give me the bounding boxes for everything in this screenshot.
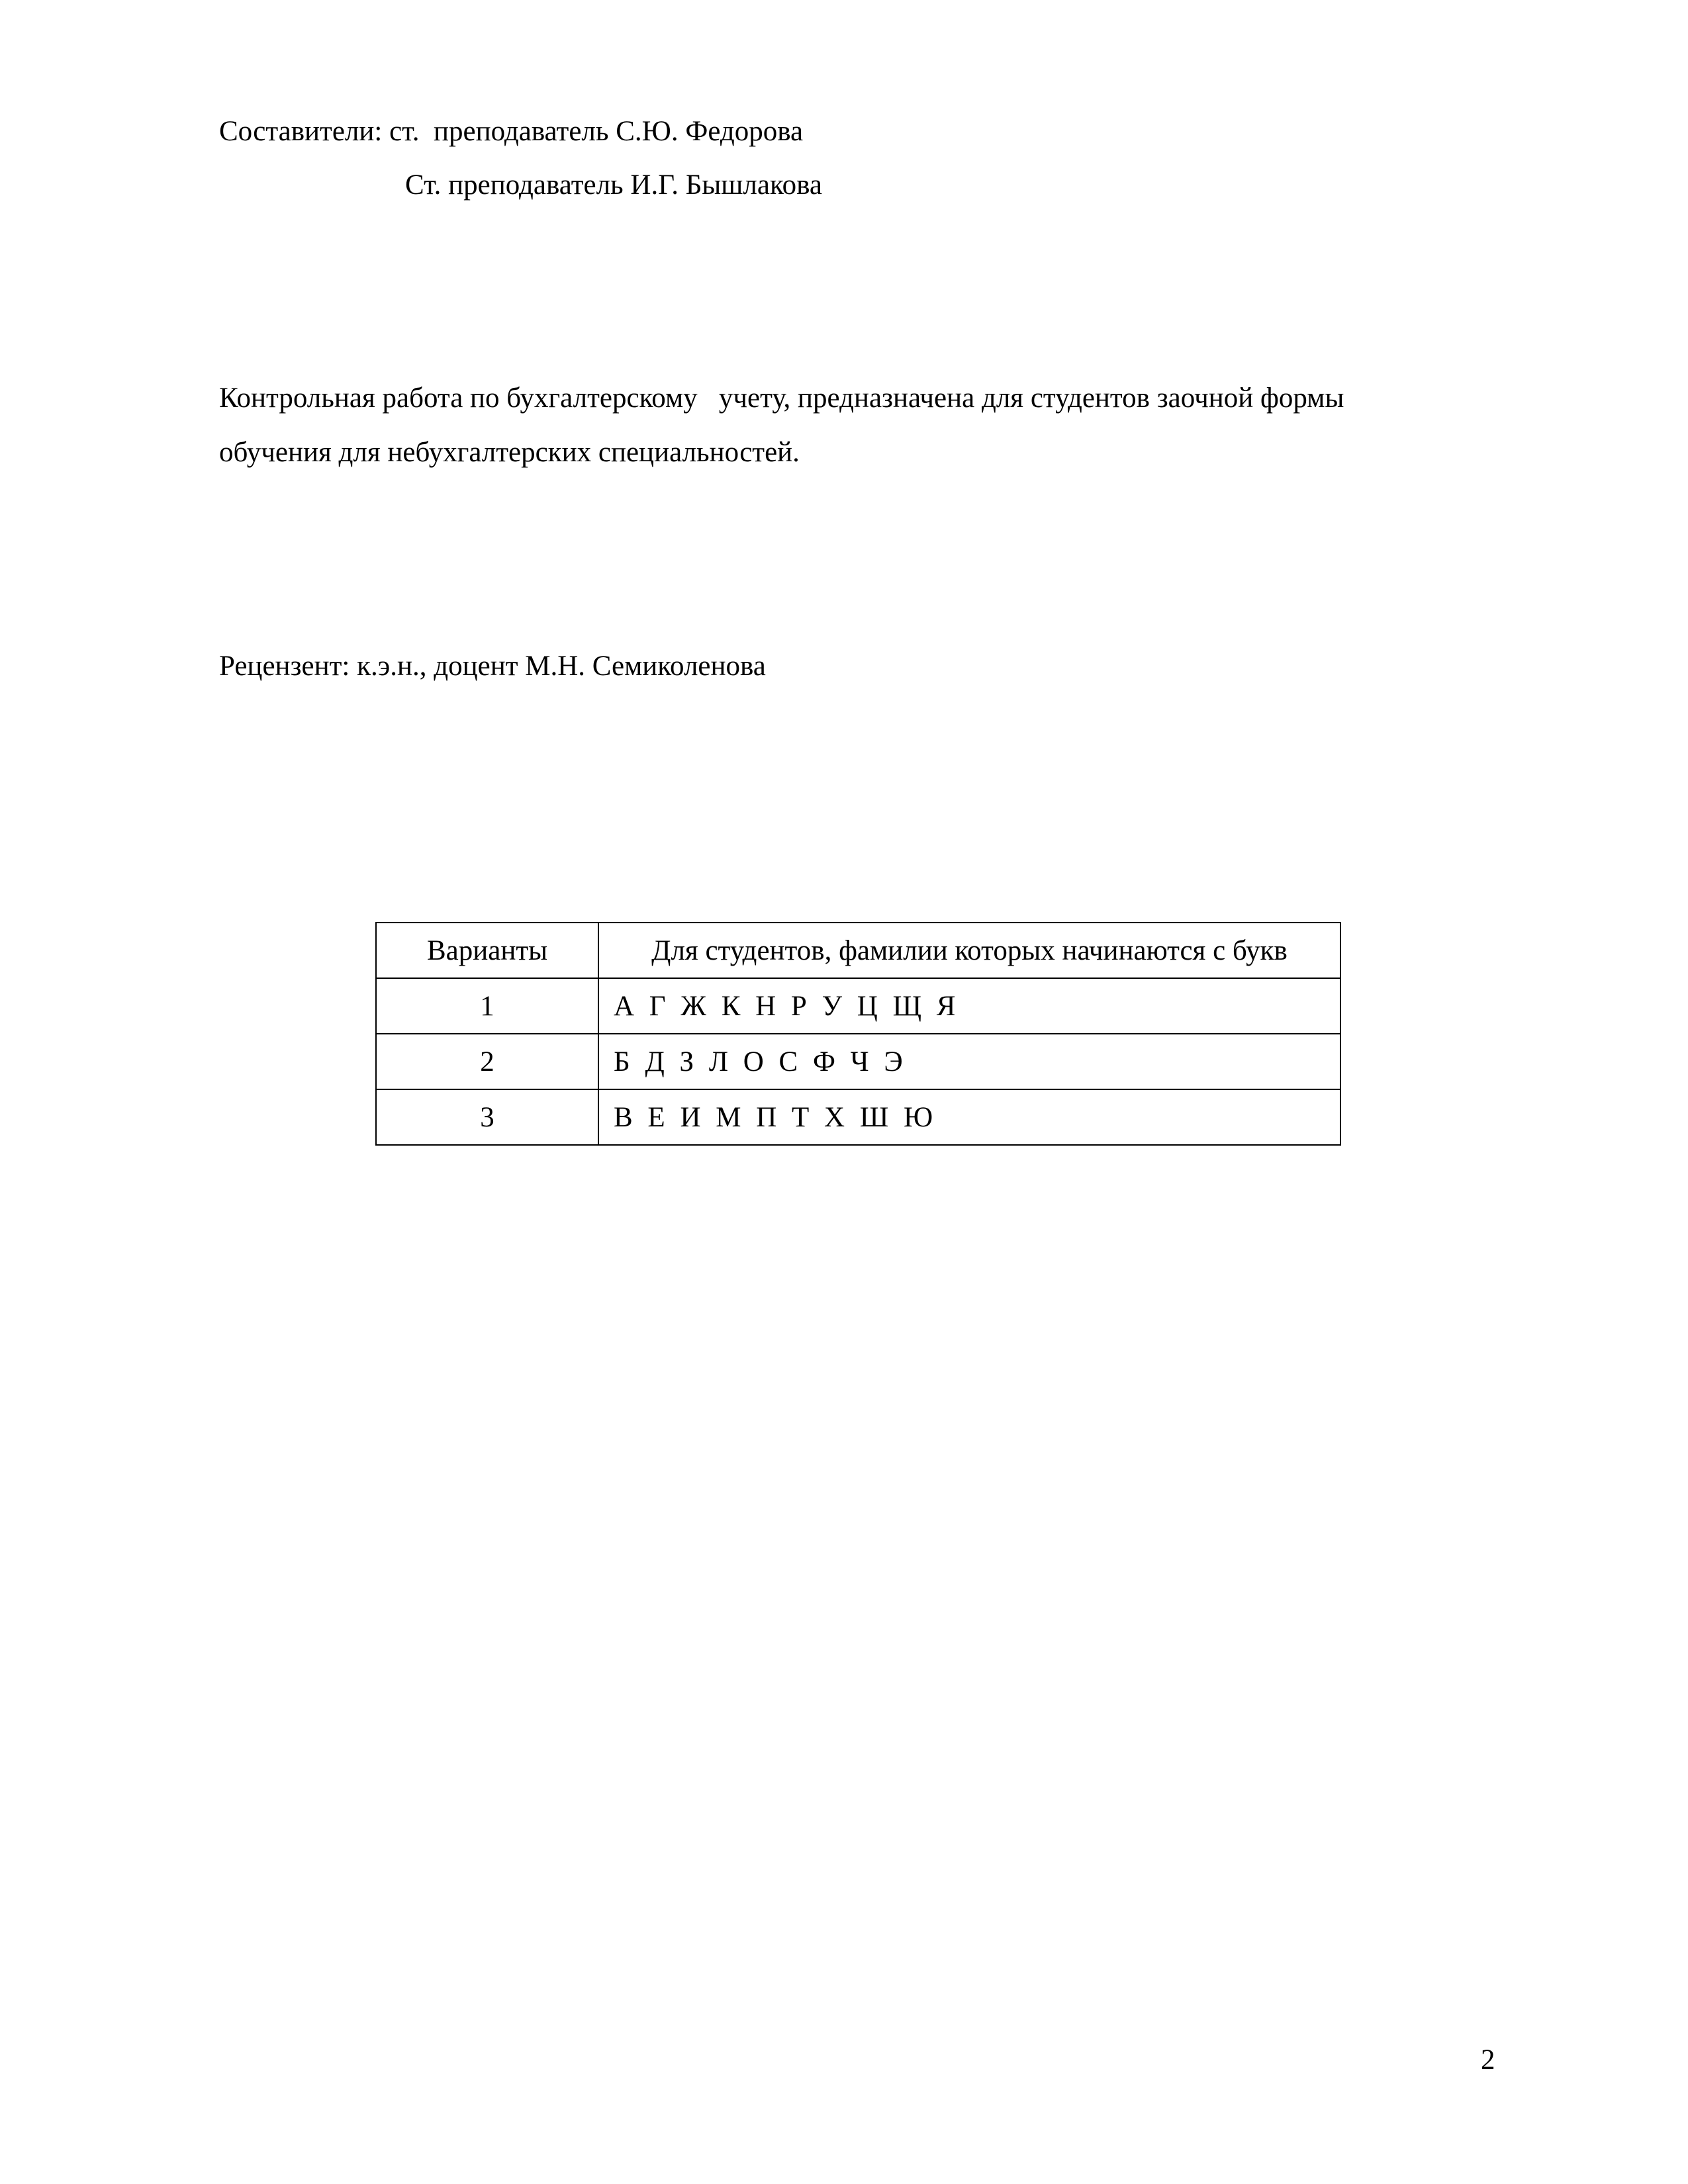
header-variants: Варианты (376, 923, 598, 978)
variant-letters: В Е И М П Т Х Ш Ю (598, 1089, 1340, 1145)
variant-number: 3 (376, 1089, 598, 1145)
reviewer-line: Рецензент: к.э.н., доцент М.Н. Семиколенова (219, 651, 766, 682)
variant-letters: Б Д З Л О С Ф Ч Э (598, 1034, 1340, 1089)
variant-number: 1 (376, 978, 598, 1034)
purpose-line-2: обучения для небухгалтерских специальностей. (219, 437, 800, 468)
variant-letters: А Г Ж К Н Р У Ц Щ Я (598, 978, 1340, 1034)
variant-number: 2 (376, 1034, 598, 1089)
page-number: 2 (1481, 2044, 1495, 2075)
table-row (376, 1034, 1340, 1089)
compilers-line-1: Составители: ст. преподаватель С.Ю. Федорова (219, 116, 804, 147)
purpose-line-1: Контрольная работа по бухгалтерскому учету, предназначена для студентов заочной формы (219, 383, 1344, 414)
compilers-line-2: Ст. преподаватель И.Г. Бышлакова (405, 169, 822, 201)
table-row (376, 1089, 1340, 1145)
table-header-row (376, 923, 1340, 978)
table-row (376, 978, 1340, 1034)
header-letters: Для студентов, фамилии которых начинаются с букв (598, 923, 1340, 978)
variants-table (375, 922, 1341, 1146)
